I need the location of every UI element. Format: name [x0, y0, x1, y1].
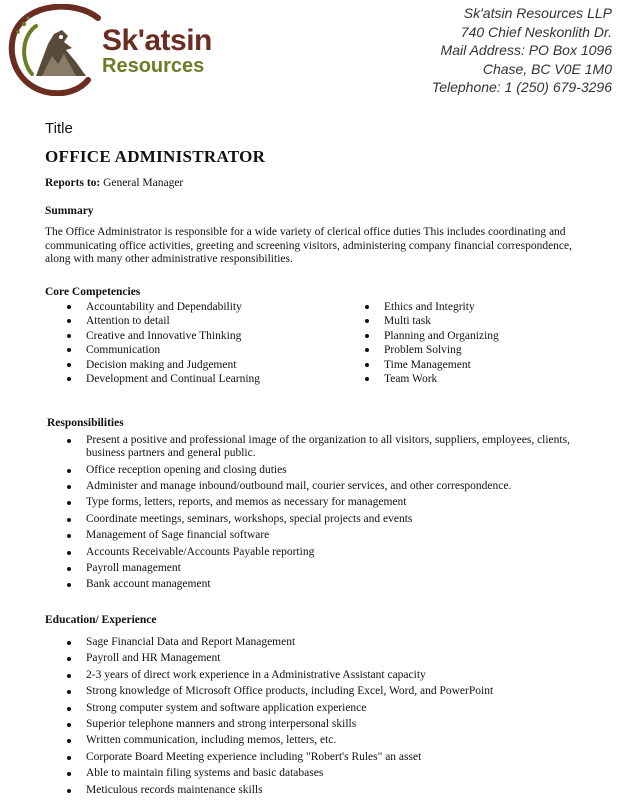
list-item: Ethics and Integrity	[362, 300, 499, 314]
list-item: Office reception opening and closing duties	[64, 464, 584, 477]
job-title: OFFICE ADMINISTRATOR	[45, 147, 266, 166]
logo-emblem-icon	[6, 4, 106, 96]
address-line: Mail Address: PO Box 1096	[440, 42, 612, 58]
list-item: Communication	[64, 343, 260, 357]
title-label: Title	[45, 120, 73, 137]
list-item: Type forms, letters, reports, and memos as necessary for management	[64, 496, 584, 509]
list-item: Present a positive and professional image of the organization to all visitors, suppliers, employees, clients, business partners and general public.	[64, 434, 584, 461]
education-experience-heading: Education/ Experience	[45, 614, 157, 626]
list-item: Sage Financial Data and Report Management	[64, 636, 604, 649]
logo-company-name: Sk'atsin	[102, 24, 212, 57]
core-competencies-heading: Core Competencies	[45, 286, 141, 298]
address-line: Sk'atsin Resources LLP	[463, 5, 612, 21]
summary-heading: Summary	[45, 205, 94, 217]
company-logo	[6, 4, 236, 96]
reports-to	[45, 177, 183, 189]
list-item: Development and Continual Learning	[64, 372, 260, 386]
education-experience-list	[64, 636, 604, 800]
list-item: Creative and Innovative Thinking	[64, 329, 260, 343]
address-line: Chase, BC V0E 1M0	[482, 60, 612, 77]
responsibilities-list	[64, 434, 584, 595]
list-item: Strong computer system and software application experience	[64, 702, 604, 715]
logo-company-subtitle: Resources	[102, 55, 205, 77]
competencies-right-list	[362, 300, 499, 386]
list-item: Time Management	[362, 358, 499, 372]
address-line: 740 Chief Neskonlith Dr.	[460, 23, 612, 40]
list-item: Strong knowledge of Microsoft Office products, including Excel, Word, and PowerPoint	[64, 685, 604, 698]
list-item: Problem Solving	[362, 343, 499, 357]
list-item: Attention to detail	[64, 314, 260, 328]
list-item: Payroll management	[64, 562, 584, 575]
list-item: Bank account management	[64, 578, 584, 591]
responsibilities-heading: Responsibilities	[47, 417, 124, 429]
list-item: Administer and manage inbound/outbound mail, courier services, and other correspondence.	[64, 480, 584, 493]
list-item: Able to maintain filing systems and basic databases	[64, 767, 604, 780]
list-item: Written communication, including memos, letters, etc.	[64, 734, 604, 747]
reports-to-label: Reports to:	[45, 177, 101, 189]
list-item: Team Work	[362, 372, 499, 386]
list-item: Superior telephone manners and strong interpersonal skills	[64, 718, 604, 731]
competencies-left-list	[64, 300, 260, 386]
list-item: Payroll and HR Management	[64, 652, 604, 665]
list-item: 2-3 years of direct work experience in a Administrative Assistant capacity	[64, 669, 604, 682]
list-item: Accounts Receivable/Accounts Payable reporting	[64, 546, 584, 559]
summary-text: The Office Administrator is responsible for a wide variety of clerical office duties This includes coordinating and communicating office activities, greeting and screening visitors, administering company financial correspondence, along with many other administrative responsibilities.	[45, 226, 573, 266]
list-item: Multi task	[362, 314, 499, 328]
list-item: Meticulous records maintenance skills	[64, 784, 604, 797]
company-address-block	[432, 4, 612, 97]
list-item: Planning and Organizing	[362, 329, 499, 343]
list-item: Decision making and Judgement	[64, 358, 260, 372]
list-item: Coordinate meetings, seminars, workshops, special projects and events	[64, 513, 584, 526]
list-item: Management of Sage financial software	[64, 529, 584, 542]
list-item: Accountability and Dependability	[64, 300, 260, 314]
list-item: Corporate Board Meeting experience including "Robert's Rules" an asset	[64, 751, 604, 764]
address-line: Telephone: 1 (250) 679-3296	[431, 79, 612, 95]
reports-to-value: General Manager	[100, 177, 184, 189]
